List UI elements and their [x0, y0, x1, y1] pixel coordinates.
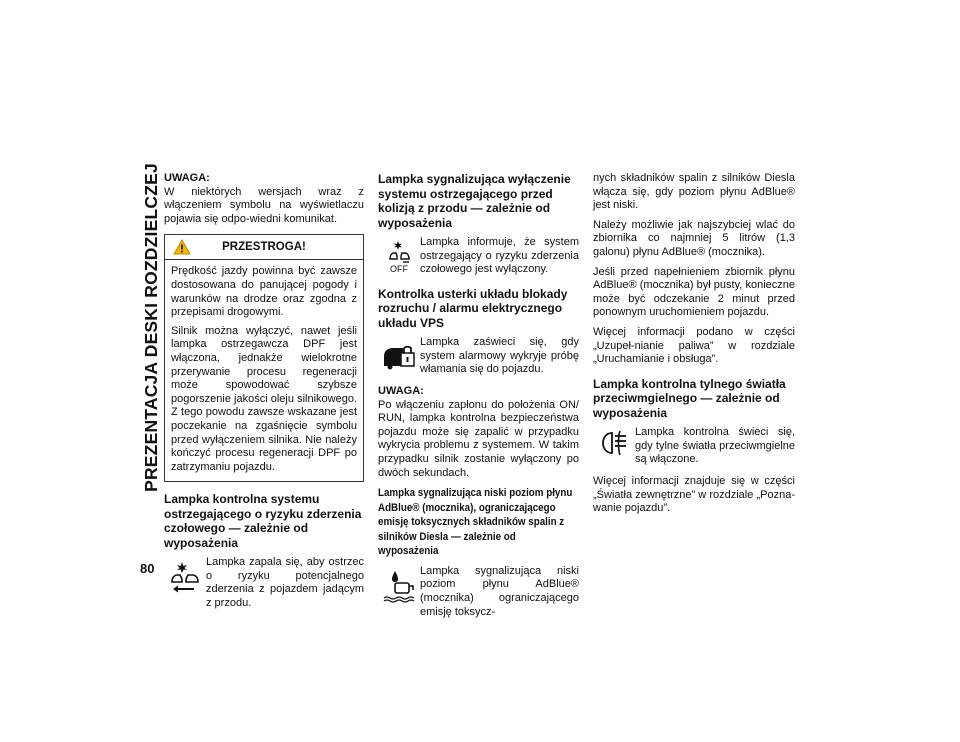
fcw-lamp-item — [164, 556, 364, 610]
forward-collision-off-icon — [378, 236, 420, 274]
adblue-text: Lampka sygnalizująca niski poziom płynu AdBlue® (mocznika) ograniczającego emisję toksycz- — [420, 564, 579, 618]
column-3 — [593, 172, 795, 522]
warning-paragraph: Prędkość jazdy powinna być zawsze dostosowana do panującej pogody i warunków na drodze oraz zgodna z przepisami drogowymi. — [171, 265, 357, 319]
adblue-low-level-icon — [378, 565, 420, 603]
adblue-heading: Lampka sygnalizująca niski poziom płynu AdBlue® (mocznika), ograniczającego emisję toksycznych składników spalin z silników Diesla — zależnie od wyposażenia — [378, 487, 573, 558]
rear-fog-text: Lampka kontrolna świeci się, gdy tylne światła przeciwmgielne są włączone. — [635, 426, 795, 466]
warning-paragraph: Silnik można wyłączyć, nawet jeśli lampka ostrzegawcza DPF jest włączona, jednakże wielokrotne przerywanie procesu regeneracji może spowodować szybsze pogorszenie jakości oleju silnikowego. Z tego powodu zawsze wskazane jest poczekanie na zgaśnięcie symbolu przed wyłączeniem silnika. Nie należy kończyć procesu regeneracji DPF po zatrzymaniu pojazdu. — [171, 324, 357, 473]
section-side-title — [138, 162, 164, 492]
warning-title: PRZESTROGA! — [222, 240, 306, 253]
column-1 — [164, 172, 364, 619]
column-2 — [378, 172, 579, 627]
adblue-paragraph: Należy możliwie jak najszybciej wlać do zbiornika co najmniej 5 litrów (1,3 galonu) płynu AdBlue® (mocznika). — [593, 218, 795, 258]
note-text: W niektórych wersjach wraz z włączeniem symbolu na wyświetlaczu pojawia się odpo-wiedni komunikat. — [164, 185, 364, 225]
fcw-off-icon-text: OFF — [390, 264, 408, 274]
fcw-off-lamp-item — [378, 236, 579, 277]
note-label: UWAGA: — [164, 172, 210, 184]
vps-lamp-item — [378, 336, 579, 377]
adblue-continued: nych składników spalin z silników Diesla włącza się, gdy poziom płynu AdBlue® jest niski. — [593, 172, 795, 212]
warning-box — [164, 234, 364, 482]
fcw-heading: Lampka kontrolna systemu ostrzegającego o ryzyku zderzenia czołowego — zależnie od wyposażenia — [164, 492, 362, 550]
adblue-lamp-item — [378, 565, 579, 619]
vps-text: Lampka zaświeci się, gdy system alarmowy wykryje próbę włamania się do pojazdu. — [420, 336, 579, 376]
fcw-text: Lampka zapala się, aby ostrzec o ryzyku potencjalnego zderzenia z pojazdem jadącym z przodu. — [206, 556, 364, 610]
vps-heading: Kontrolka usterki układu blokady rozruchu / alarmu elektrycznego układu VPS — [378, 286, 568, 330]
section-title-text: PREZENTACJA DESKI ROZDZIELCZEJ — [140, 162, 161, 492]
note-label: UWAGA: — [378, 385, 424, 398]
adblue-paragraph: Więcej informacji podano w części „Uzupeł-nianie paliwa” w rozdziale „Uruchamianie i obsługa”. — [593, 325, 795, 366]
vehicle-security-lock-icon — [378, 336, 420, 370]
page-number: 80 — [140, 561, 155, 576]
note-text: Po włączeniu zapłonu do położenia ON/ RUN, lampka kontrolna bezpieczeństwa pojazdu może się zapalić w przypadku wykrycia problemu z systemem. W takim przypadku silnik zostanie wyłączony po dwóch sekundach. — [378, 398, 579, 479]
rear-fog-light-icon — [593, 426, 635, 456]
rear-fog-heading: Lampka kontrolna tylnego światła przeciwmgielnego — zależnie od wyposażenia — [593, 376, 786, 420]
forward-collision-warning-icon — [164, 556, 206, 594]
warning-body — [165, 260, 363, 481]
fcw-off-text: Lampka informuje, że system ostrzegający o ryzyku zderzenia czołowego jest wyłączony. — [420, 236, 579, 276]
fcw-off-heading: Lampka sygnalizująca wyłączenie systemu ostrzegającego przed kolizją z przodu — zależnie od wyposażenia — [378, 172, 571, 230]
rear-fog-lamp-item — [593, 426, 795, 467]
warning-header — [165, 235, 363, 260]
rear-fog-paragraph: Więcej informacji znajduje się w części „Światła zewnętrzne” w rozdziale „Pozna-wanie pojazdu”. — [593, 475, 795, 515]
warning-triangle-icon — [173, 239, 191, 260]
adblue-paragraph: Jeśli przed napełnieniem zbiornik płynu AdBlue® (mocznika) był pusty, konieczne może być odczekanie 2 minut przed ponownym uruchomieniem pojazdu. — [593, 265, 795, 319]
